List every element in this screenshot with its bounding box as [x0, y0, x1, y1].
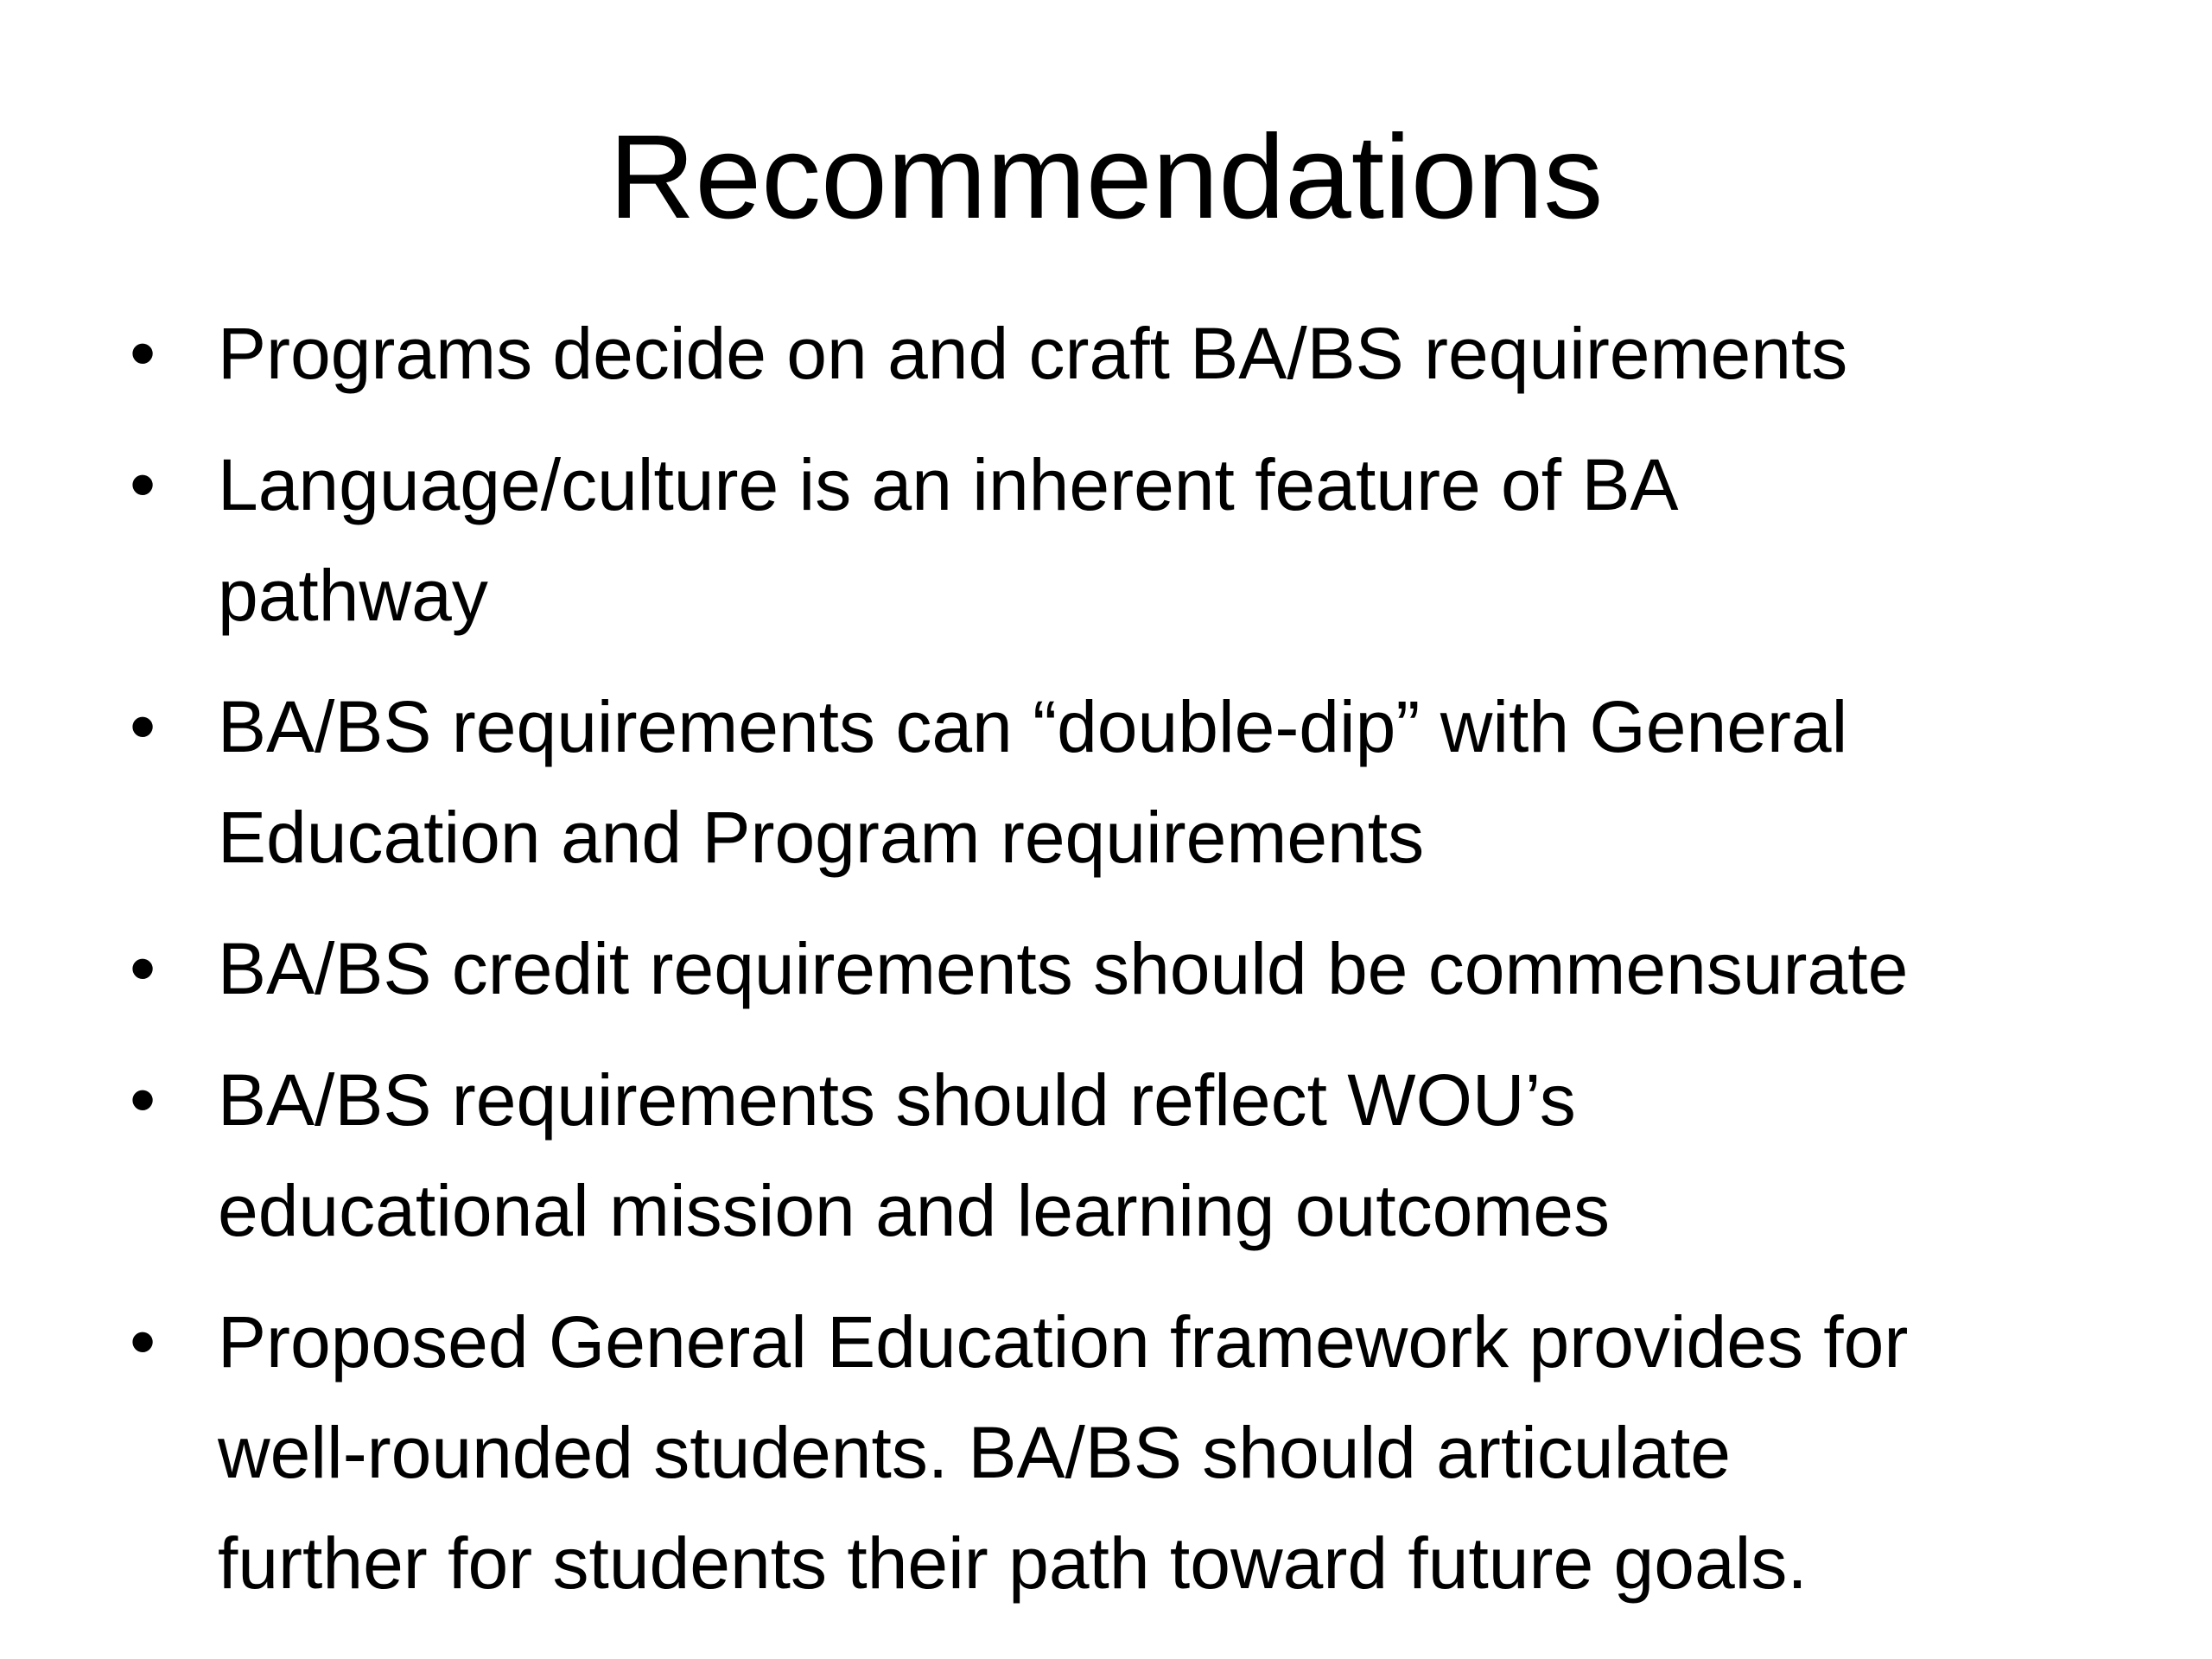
bullet-text: Language/culture is an inherent feature of BA pathway [218, 444, 1679, 636]
bullet-item [130, 913, 2186, 1024]
bullet-text: BA/BS requirements should reflect WOU’s educational mission and learning outcomes [218, 1059, 1610, 1251]
bullet-text: Proposed General Education framework provides for well-rounded students. BA/BS should articulate further for students their path toward future goals. [218, 1301, 1909, 1604]
bullet-item [130, 1045, 2186, 1266]
slide-title: Recommendations [608, 111, 1604, 244]
bullet-text: Programs decide on and craft BA/BS requirements [218, 313, 1848, 394]
bullet-text: BA/BS credit requirements should be commensurate [218, 928, 1909, 1009]
bullet-marker: • [130, 685, 156, 768]
bullet-marker: • [130, 443, 156, 526]
bullet-text: BA/BS requirements can “double-dip” with General Education and Program requirements [218, 686, 1848, 878]
bullet-item [130, 429, 2186, 651]
bullet-marker: • [130, 927, 156, 1010]
bullet-item [130, 671, 2186, 893]
bullet-marker: • [130, 312, 156, 395]
bullet-marker: • [130, 1300, 156, 1383]
bullet-item [130, 298, 2186, 409]
bullet-list [130, 298, 2186, 1639]
bullet-item [130, 1287, 2186, 1618]
bullet-marker: • [130, 1058, 156, 1141]
